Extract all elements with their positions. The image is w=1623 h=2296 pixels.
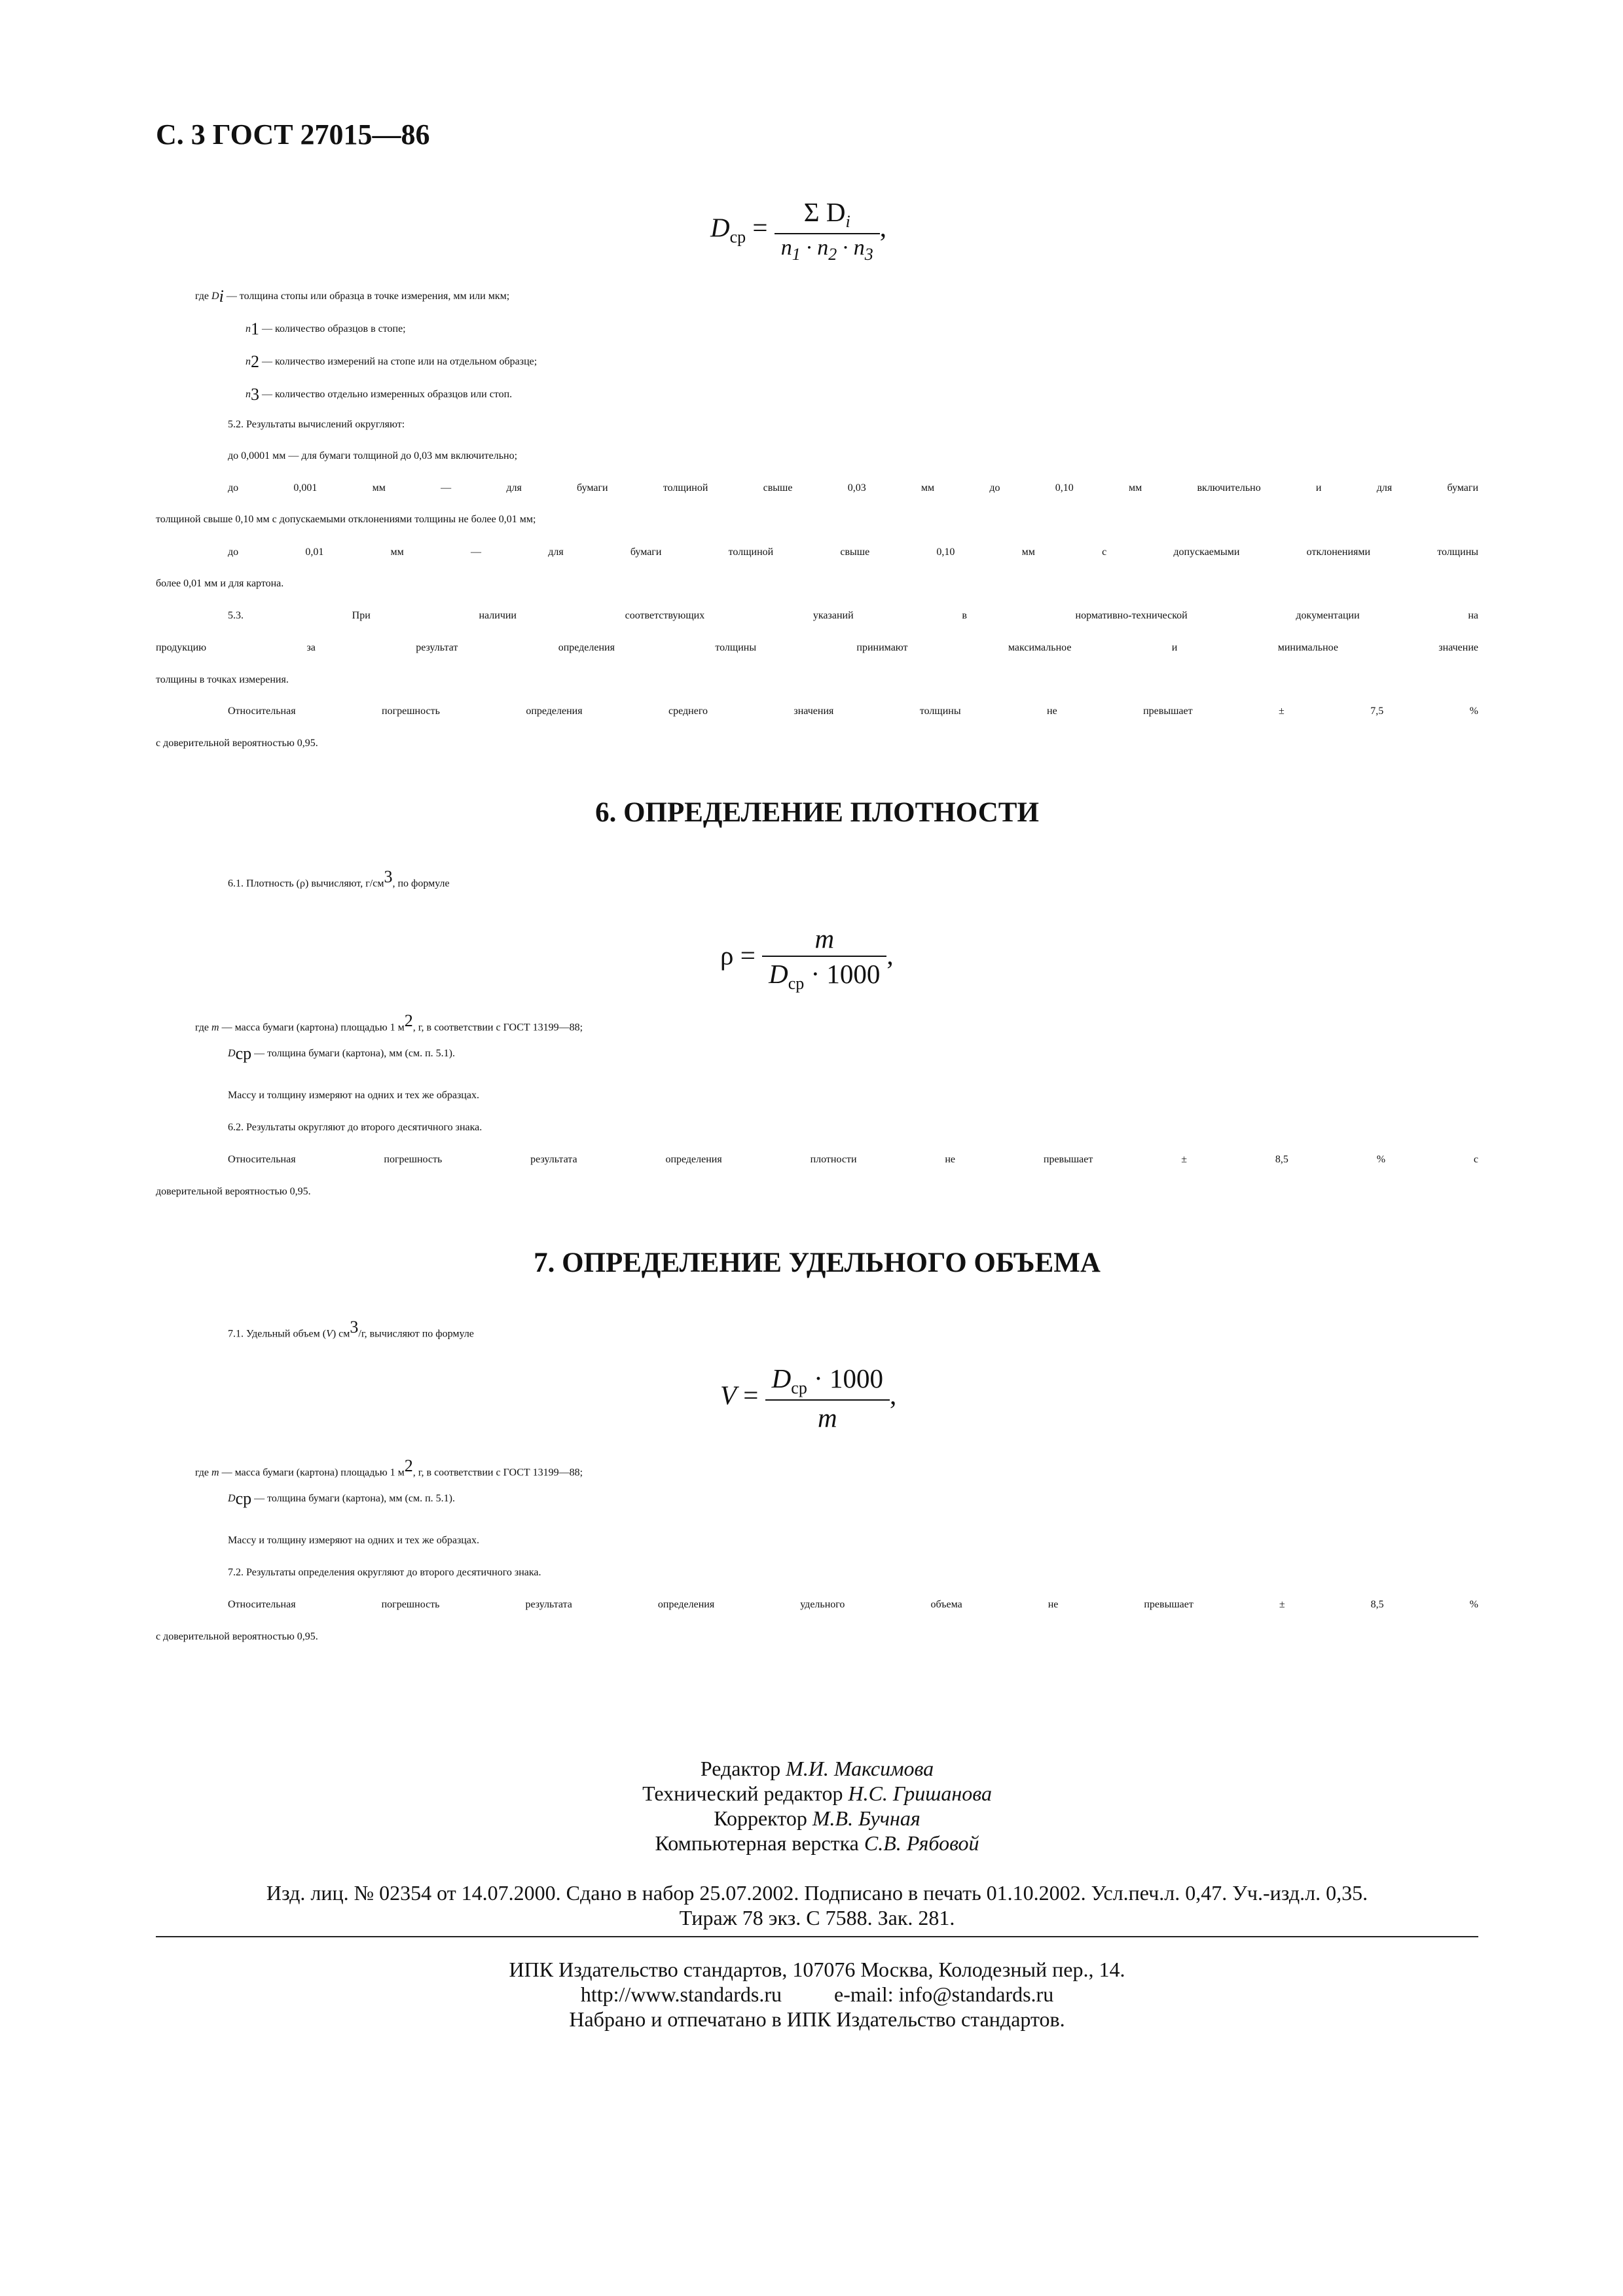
- where-line: $n_2$ — количество измерений на стопе или на отдельном образце;: [246, 352, 538, 371]
- section-7-heading: 7. ОПРЕДЕЛЕНИЕ УДЕЛЬНОГО ОБЪЕМА: [534, 1247, 1101, 1278]
- where-line: $n_3$ — количество отдельно измеренных образцов или стоп.: [246, 385, 513, 404]
- paragraph: толщиной свыше 0,10 мм с допускаемыми отклонениями толщины не более 0,01 мм;: [156, 514, 536, 525]
- where-line: $n_1$ — количество образцов в стопе;: [246, 319, 406, 338]
- clause-7-1: 7.1. Удельный объем (V) $см^3/г$, вычисляют по формуле: [228, 1318, 474, 1340]
- clause-5-3: 5.3. При наличии соответствующих указаний в нормативно-технической документации на: [228, 610, 1478, 621]
- paragraph: более 0,01 мм и для картона.: [156, 578, 284, 589]
- paragraph: продукцию за результат определения толщины принимают максимальное и минимальное значение: [156, 642, 1478, 653]
- publisher-line: [156, 1982, 1478, 2007]
- credit-line: Редактор М.И. Максимова: [700, 1757, 934, 1780]
- credit-line: Технический редактор Н.С. Гришанова: [642, 1782, 992, 1805]
- paragraph: Относительная погрешность определения среднего значения толщины не превышает ± 7,5 %: [228, 706, 1478, 717]
- publisher-website-link[interactable]: http://www.standards.ru: [580, 1982, 782, 2006]
- paragraph: доверительной вероятностью 0,95.: [156, 1186, 311, 1197]
- paragraph: Массу и толщину измеряют на одних и тех же образцах.: [228, 1090, 479, 1101]
- clause-5-2: 5.2. Результаты вычислений округляют:: [228, 419, 405, 430]
- where-line: $D_{ср}$ — толщина бумаги (картона), мм (см. п. 5.1).: [228, 1044, 455, 1063]
- publisher-email-link[interactable]: e-mail: info@standards.ru: [834, 1982, 1054, 2006]
- clause-6-2: 6.2. Результаты округляют до второго десятичного знака.: [228, 1122, 483, 1133]
- paragraph: с доверительной вероятностью 0,95.: [156, 1631, 318, 1642]
- credit-line: Компьютерная верстка С.В. Рябовой: [655, 1831, 979, 1855]
- paragraph: до 0,001 мм — для бумаги толщиной свыше 0,03 мм до 0,10 мм включительно и для бумаги: [228, 482, 1478, 493]
- credit-line: Корректор М.В. Бучная: [714, 1806, 921, 1830]
- paragraph: Массу и толщину измеряют на одних и тех же образцах.: [228, 1535, 479, 1546]
- imprint-line: Изд. лиц. № 02354 от 14.07.2000. Сдано в набор 25.07.2002. Подписано в печать 01.10.2002. Усл.печ.л. 0,47. Уч.-изд.л. 0,35.: [266, 1881, 1368, 1905]
- formula-specific-volume: V = $\frac{D_{ср} \cdot 1000}{m}$ ,: [720, 1363, 897, 1433]
- paragraph: до 0,01 мм — для бумаги толщиной свыше 0,10 мм с допускаемыми отклонениями толщины: [228, 547, 1478, 558]
- section-6-heading: 6. ОПРЕДЕЛЕНИЕ ПЛОТНОСТИ: [595, 797, 1039, 828]
- imprint-line: Тираж 78 экз. С 7588. Зак. 281.: [679, 1906, 955, 1929]
- clause-6-1: 6.1. Плотность (ρ) вычисляют, $г/см^3$, по формуле: [228, 867, 450, 889]
- page-header: С. 3 ГОСТ 27015—86: [156, 118, 430, 151]
- clause-7-2: 7.2. Результаты определения округляют до второго десятичного знака.: [228, 1567, 541, 1578]
- paragraph: с доверительной вероятностью 0,95.: [156, 738, 318, 749]
- formula-average-thickness: $D_{ср}$ = $\frac{\Sigma D_i}{n_1 \cdot n_2 \cdot n_3}$ ,: [710, 197, 887, 264]
- paragraph: Относительная погрешность результата определения удельного объема не превышает ± 8,5 %: [228, 1599, 1478, 1610]
- formula-density: ρ = $\frac{m}{D_{ср} \cdot 1000}$ ,: [720, 924, 894, 994]
- where-line: $D_{ср}$ — толщина бумаги (картона), мм (см. п. 5.1).: [228, 1489, 455, 1508]
- divider: [156, 1936, 1478, 1937]
- publisher-line: Набрано и отпечатано в ИПК Издательство стандартов.: [569, 2007, 1065, 2031]
- where-line: где m — масса бумаги (картона) площадью 1 $м^2$, г, в соответствии с ГОСТ 13199—88;: [195, 1011, 583, 1033]
- paragraph: Относительная погрешность результата определения плотности не превышает ± 8,5 % с: [228, 1154, 1478, 1165]
- paragraph: толщины в точках измерения.: [156, 674, 289, 685]
- where-line: где $D_i$ — толщина стопы или образца в точке измерения, мм или мкм;: [195, 287, 510, 306]
- where-line: где m — масса бумаги (картона) площадью 1 $м^2$, г, в соответствии с ГОСТ 13199—88;: [195, 1456, 583, 1479]
- publisher-line: ИПК Издательство стандартов, 107076 Москва, Колодезный пер., 14.: [509, 1958, 1125, 1981]
- paragraph: до 0,0001 мм — для бумаги толщиной до 0,03 мм включительно;: [228, 450, 518, 461]
